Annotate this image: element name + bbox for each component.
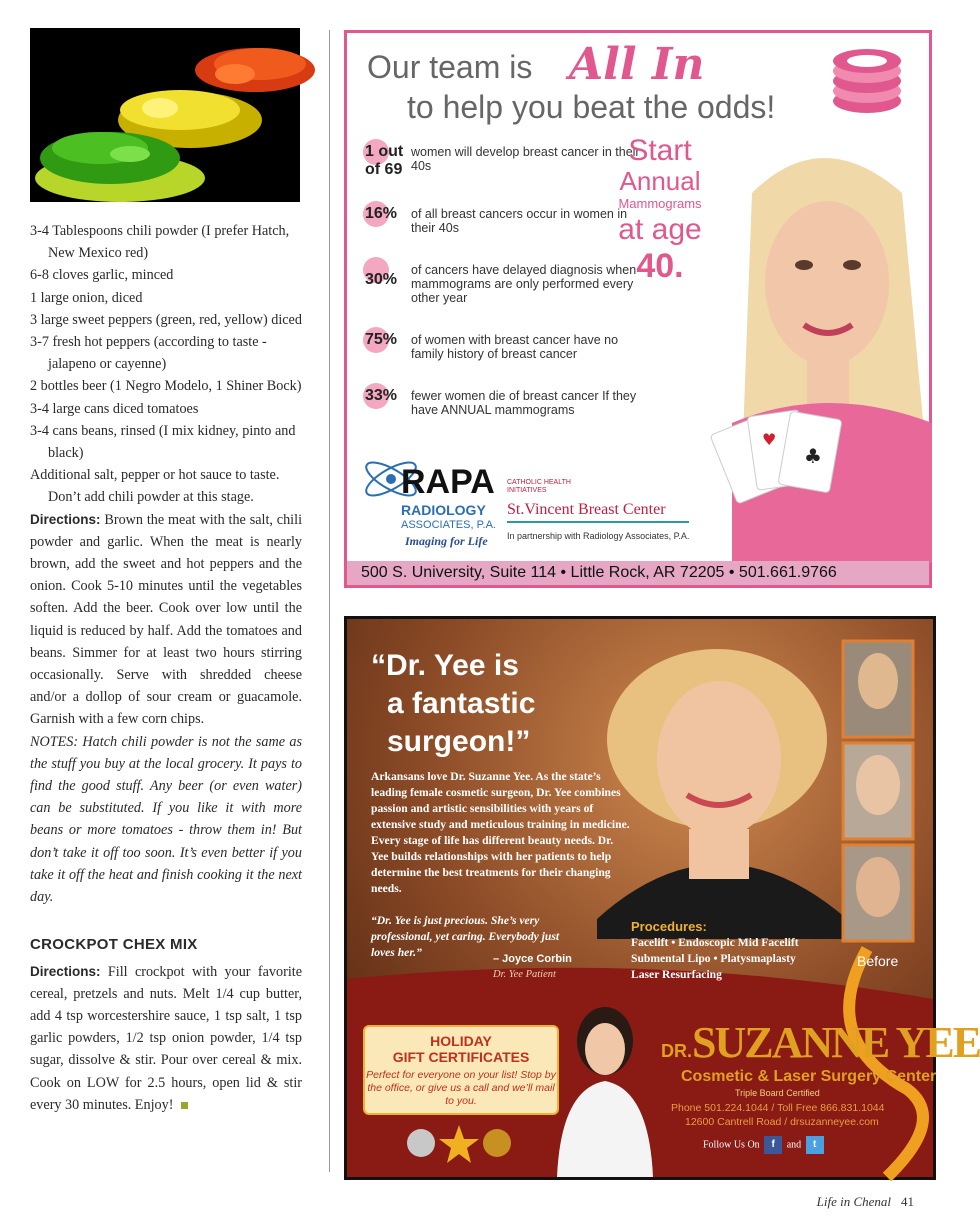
stat-item [365, 205, 635, 245]
stat-item [365, 261, 637, 305]
procedure-item: Laser Resurfacing [631, 968, 722, 981]
gift-line-2: GIFT CERTIFICATES [392, 1049, 530, 1065]
chex-directions-label: Directions: [30, 963, 101, 979]
ingredient-line: 3 large sweet peppers (green, red, yellow) diced [30, 311, 302, 328]
ingredient-line: 3-7 fresh hot peppers (according to taste - jalapeno or cayenne) [30, 334, 267, 373]
and-label: and [786, 1139, 802, 1151]
ingredient-line: 2 bottles beer (1 Negro Modelo, 1 Shiner Bock) [30, 378, 302, 395]
stat-text: women will develop breast cancer in their 40s [411, 145, 640, 173]
rapa-tagline: Imaging for Life [405, 534, 488, 548]
headline-line-1: Our team is [367, 49, 533, 85]
quote-line-2: a fantastic [387, 687, 536, 720]
poker-chips-icon [827, 39, 907, 119]
woman-with-cards-photo [712, 133, 932, 563]
yee-phone: Phone 501.224.1044 / Toll Free 866.831.1044 [671, 1102, 885, 1114]
start-annual-callout [605, 135, 715, 285]
start-line-1: Start [628, 134, 692, 167]
directions-label: Directions: [30, 511, 101, 527]
rapa-name-1: RADIOLOGY [401, 502, 486, 518]
svg-text:♣: ♣ [804, 444, 822, 468]
chili-recipe [30, 220, 302, 1116]
chex-heading: CROCKPOT CHEX MIX [30, 936, 198, 954]
ingredient-line: 3-4 cans beans, rinsed (I mix kidney, pinto and black) [30, 422, 296, 462]
brand-name: SUZANNE YEE [692, 1018, 980, 1067]
gift-certificate-box [363, 1025, 559, 1115]
ingredient-line: Additional salt, pepper or hot sauce to taste. Don’t add chili powder at this stage. [30, 467, 280, 506]
before-label: Before [857, 953, 899, 969]
rapa-advertisement [344, 30, 932, 588]
chi-text: CATHOLIC HEALTH INITIATIVES [507, 479, 571, 494]
column-divider [329, 30, 330, 1172]
svbc-name: St.Vincent Breast Center [507, 501, 689, 523]
procedure-item: Facelift • Endoscopic Mid Facelift [631, 936, 799, 949]
follow-label: Follow Us On [703, 1139, 760, 1151]
directions-paragraph [30, 509, 302, 731]
start-line-2: Annual [619, 166, 701, 196]
ingredient-line: 3-4 Tablespoons chili powder (I prefer Hatch, New Mexico red) [30, 223, 290, 262]
start-line-3: Mammograms [618, 196, 702, 211]
atom-logo-icon [361, 443, 501, 553]
stat-text: of cancers have delayed diagnosis when mammograms are only performed every other year [411, 263, 637, 305]
page-number: 41 [901, 1194, 914, 1209]
brand-subtitle: Cosmetic & Laser Surgery Center [681, 1068, 937, 1085]
rapa-logo-text: RAPA [401, 463, 495, 501]
quote-line-1: “Dr. Yee is [371, 649, 519, 682]
procedures-heading: Procedures: [631, 919, 707, 934]
publication-name: Life in Chenal [816, 1194, 891, 1209]
all-in-script: All In [569, 39, 705, 90]
headline-line-2: to help you beat the odds! [407, 89, 776, 125]
svg-text:♥: ♥ [762, 430, 777, 449]
rapa-name-2: ASSOCIATES, P.A. [401, 519, 496, 531]
start-line-4: at age [618, 213, 702, 246]
rapa-address-bar: 500 S. University, Suite 114 • Little Rock, AR 72205 • 501.661.9766 [347, 561, 929, 585]
facebook-icon[interactable]: f [764, 1136, 782, 1154]
brand-dr: DR. [661, 1041, 692, 1061]
certified-text: Triple Board Certified [735, 1088, 820, 1098]
stat-number: 1 out of 69 [365, 143, 404, 178]
stat-number: 75% [365, 331, 398, 348]
start-line-5: 40. [636, 247, 684, 285]
ingredient-line: 6-8 cloves garlic, minced [30, 267, 174, 284]
yee-address: 12600 Cantrell Road / drsuzanneyee.com [685, 1116, 879, 1128]
end-mark-icon [181, 1102, 188, 1109]
gift-line-1: HOLIDAY [430, 1033, 492, 1049]
patient-role: Dr. Yee Patient [493, 969, 556, 980]
stat-number: 30% [365, 271, 398, 288]
chex-directions-text: Fill crockpot with your favorite cereal, pretzels and nuts. Melt 1/4 cup butter, add 4 tsp worcestershire sauce, 1 tsp salt, 1 tsp garlic powders, 1/2 tsp onion powder, 1/4 tsp sugar, dissolve & stir. Pour over cereal & mix. Cook on LOW for 2.5 hours, open lid & stir every 30 minutes. Enjoy! [30, 963, 302, 1113]
procedures-list [631, 919, 799, 983]
twitter-icon[interactable]: t [806, 1136, 824, 1154]
chex-directions [30, 961, 302, 1116]
gift-line-3: Perfect for everyone on your list! Stop by the office, or give us a call and we’ll mail to you. [366, 1069, 556, 1107]
stat-text: fewer women die of breast cancer If they have ANNUAL mammograms [411, 389, 637, 417]
patient-quote: “Dr. Yee is just precious. She’s very professional, yet caring. Everybody just loves her.” [371, 914, 560, 959]
directions-text: Brown the meat with the salt, chili powder and garlic. When the meat is nearly brown, add the sweet and hot peppers and the onion. Cook 5-10 minutes until the vegetables soften. Add the beer. Cook over low until the liquid is reduced by half. Add the tomatoes and beans. Simmer for at least two hours stirring occasionally. Serve with shredded cheese and/or a dollop of sour cream or guacamole. Garnish with a few corn chips. [30, 511, 303, 728]
stat-text: of all breast cancers occur in women in their 40s [411, 207, 628, 235]
stat-number: 16% [365, 205, 398, 222]
stat-number: 33% [365, 387, 398, 404]
stat-text: of women with breast cancer have no family history of breast cancer [411, 333, 619, 361]
page-footer [817, 1194, 914, 1210]
peppers-photo [30, 28, 300, 202]
notes-paragraph: NOTES: Hatch chili powder is not the same as the stuff you buy at the local grocery. It pays to find the good stuff. Any beer (or even water) can be substituted. If you like it with more beans or more tomatoes - throw them in! But don’t take it off too soon. It’s even better if you take it off the heat and finish cooking it the next day. [30, 733, 302, 906]
yee-advertisement [344, 616, 980, 1180]
rapa-logo [361, 443, 501, 558]
stat-item [365, 331, 635, 371]
stat-item [365, 387, 635, 427]
procedure-item: Submental Lipo • Platysmaplasty [631, 952, 796, 965]
ingredient-line: 1 large onion, diced [30, 289, 143, 306]
svbc-subtitle: In partnership with Radiology Associates, P.A. [507, 531, 690, 541]
yee-body-text: Arkansans love Dr. Suzanne Yee. As the state’s leading female cosmetic surgeon, Dr. Yee combines passion and artistic sensibilities with years of extensive study and meticulous training in medicine. Every stage of life has different beauty needs. Dr. Yee builds relationships with her patients to help determine the best treatments for their changing needs. [371, 770, 630, 895]
yee-quote-headline [371, 647, 535, 761]
quote-line-3: surgeon!” [387, 725, 531, 758]
patient-name: – Joyce Corbin [493, 953, 572, 965]
stat-item [365, 143, 640, 183]
follow-us-row [703, 1136, 980, 1154]
ingredient-line: 3-4 large cans diced tomatoes [30, 400, 199, 417]
suzanne-yee-brand [661, 1017, 980, 1154]
st-vincent-logo [507, 479, 689, 541]
